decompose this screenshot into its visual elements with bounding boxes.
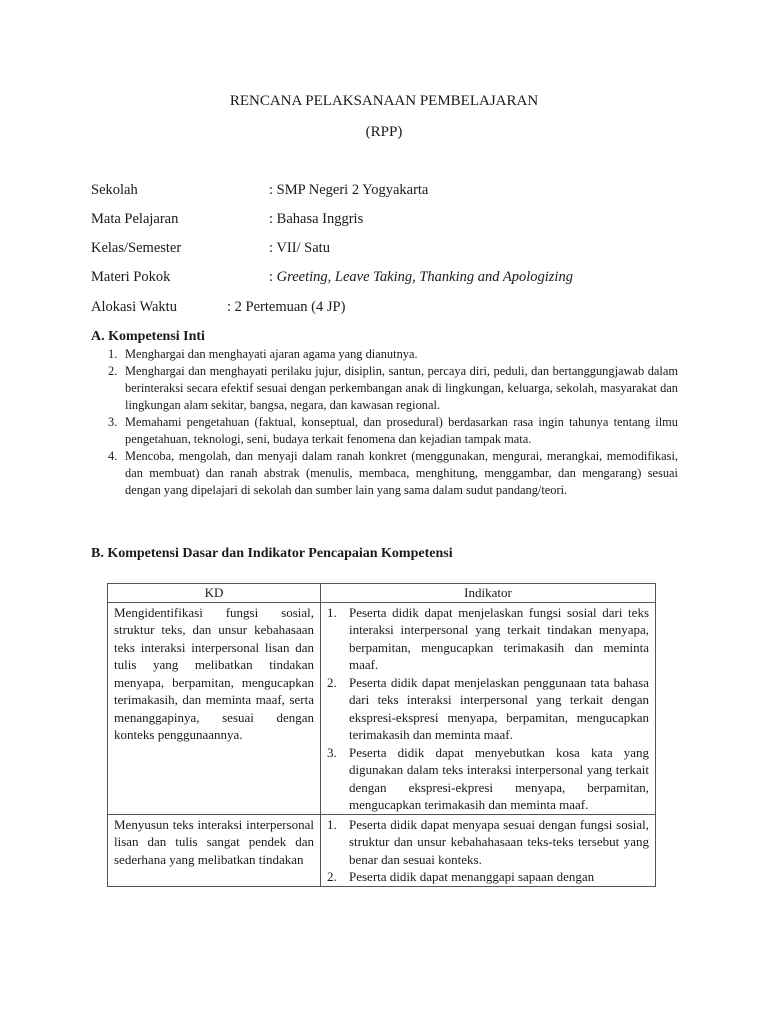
kd-indikator-table <box>107 583 656 887</box>
item-number: 2. <box>108 364 118 378</box>
kompetensi-inti-list <box>108 346 678 499</box>
list-item <box>108 448 678 499</box>
item-number: 1. <box>108 347 118 361</box>
indikator-cell <box>321 814 656 886</box>
identity-value: : VII/ Satu <box>269 240 330 256</box>
list-item <box>108 414 678 448</box>
item-text: Peserta didik dapat menanggapi sapaan dengan <box>349 869 595 884</box>
indicator-list <box>327 604 649 814</box>
item-text: Peserta didik dapat menjelaskan penggunaan tata bahasa dari teks interaksi interpersonal yang terkait dengan ekspresi-ekspresi menyapa, berpamitan, mengucapkan terimakasih dan meminta maaf. <box>349 674 649 742</box>
column-header-kd: KD <box>108 584 321 603</box>
document-subtitle: (RPP) <box>365 124 403 140</box>
item-text: Menghargai dan menghayati ajaran agama yang dianutnya. <box>125 347 418 361</box>
item-number: 1. <box>327 604 337 620</box>
identity-key: Materi Pokok <box>91 269 171 285</box>
table-row <box>108 602 656 814</box>
kd-cell: Menyusun teks interaksi interpersonal lisan dan tulis sangat pendek dan sederhana yang melibatkan tindakan <box>108 814 321 886</box>
section-b-heading: B. Kompetensi Dasar dan Indikator Pencapaian Kompetensi <box>91 546 453 561</box>
item-text: Peserta didik dapat menyapa sesuai dengan fungsi sosial, struktur dan unsur kebahahasaan teks-teks tersebut yang benar dan sesuai konteks. <box>349 816 649 867</box>
identity-key: Kelas/Semester <box>91 240 182 256</box>
item-text: Mencoba, mengolah, dan menyaji dalam ranah konkret (menggunakan, mengurai, merangkai, memodifikasi, dan membuat) dan ranah abstrak (menulis, membaca, menghitung, menggambar, dan mengarang) sesuai dengan yang dipelajari di sekolah dan sumber lain yang sama dalam sudut pandang/teori. <box>125 449 678 497</box>
column-header-indikator: Indikator <box>321 584 656 603</box>
identity-value: Greeting, Leave Taking, Thanking and Apologizing <box>276 269 573 285</box>
list-item <box>327 674 649 744</box>
item-text: Memahami pengetahuan (faktual, konseptual, dan prosedural) berdasarkan rasa ingin tahunya tentang ilmu pengetahuan, teknologi, seni, budaya terkait fenomena dan kejadian tampak mata. <box>125 415 678 446</box>
item-number: 3. <box>108 415 118 429</box>
item-number: 4. <box>108 449 118 463</box>
kd-cell: Mengidentifikasi fungsi sosial, struktur teks, dan unsur kebahasaan teks interaksi interpersonal lisan dan tulis yang melibatkan tindakan menyapa, berpamitan, mengucapkan terimakasih, dan meminta maaf, serta menanggapinya, sesuai dengan konteks penggunaannya. <box>108 602 321 814</box>
table-row <box>108 814 656 886</box>
list-item <box>327 868 649 886</box>
list-item <box>327 604 649 674</box>
list-item <box>327 744 649 814</box>
list-item <box>327 816 649 869</box>
item-number: 3. <box>327 744 337 760</box>
identity-key: Mata Pelajaran <box>91 211 179 227</box>
document-title: RENCANA PELAKSANAAN PEMBELAJARAN <box>229 93 539 109</box>
identity-value: : SMP Negeri 2 Yogyakarta <box>269 182 429 198</box>
section-a-heading: A. Kompetensi Inti <box>91 329 205 344</box>
table-header-row <box>108 584 656 603</box>
item-number: 2. <box>327 869 337 884</box>
identity-value-prefix: : <box>269 269 277 285</box>
item-text: Menghargai dan menghayati perilaku jujur, disiplin, santun, percaya diri, peduli, dan bertanggungjawab dalam berinteraksi secara efektif sesuai dengan perkembangan anak di lingkungan, keluarga, sekolah, masyarakat dan lingkungan alam sekitar, bangsa, negara, dan kawasan regional. <box>125 364 678 412</box>
identity-value: : Bahasa Inggris <box>269 211 364 227</box>
list-item <box>108 346 678 363</box>
identity-value-wrapper <box>269 269 573 286</box>
item-text: Peserta didik dapat menyebutkan kosa kata yang digunakan dalam teks interaksi interpersonal yang terkait dengan ekspresi-ekpresi menyapa, berpamitan, mengucapkan terimakasih dan meminta maaf. <box>349 744 649 812</box>
identity-key: Alokasi Waktu <box>91 299 177 315</box>
item-text: Peserta didik dapat menjelaskan fungsi sosial dari teks interaksi interpersonal yang terkait tindakan menyapa, berpamitan, mengucapkan terimakasih dan meminta maaf. <box>349 604 649 672</box>
identity-key: Sekolah <box>91 182 138 198</box>
indikator-cell <box>321 602 656 814</box>
list-item <box>108 363 678 414</box>
indicator-list <box>327 816 649 886</box>
item-number: 2. <box>327 674 337 690</box>
identity-value: : 2 Pertemuan (4 JP) <box>227 299 346 315</box>
item-number: 1. <box>327 816 337 832</box>
